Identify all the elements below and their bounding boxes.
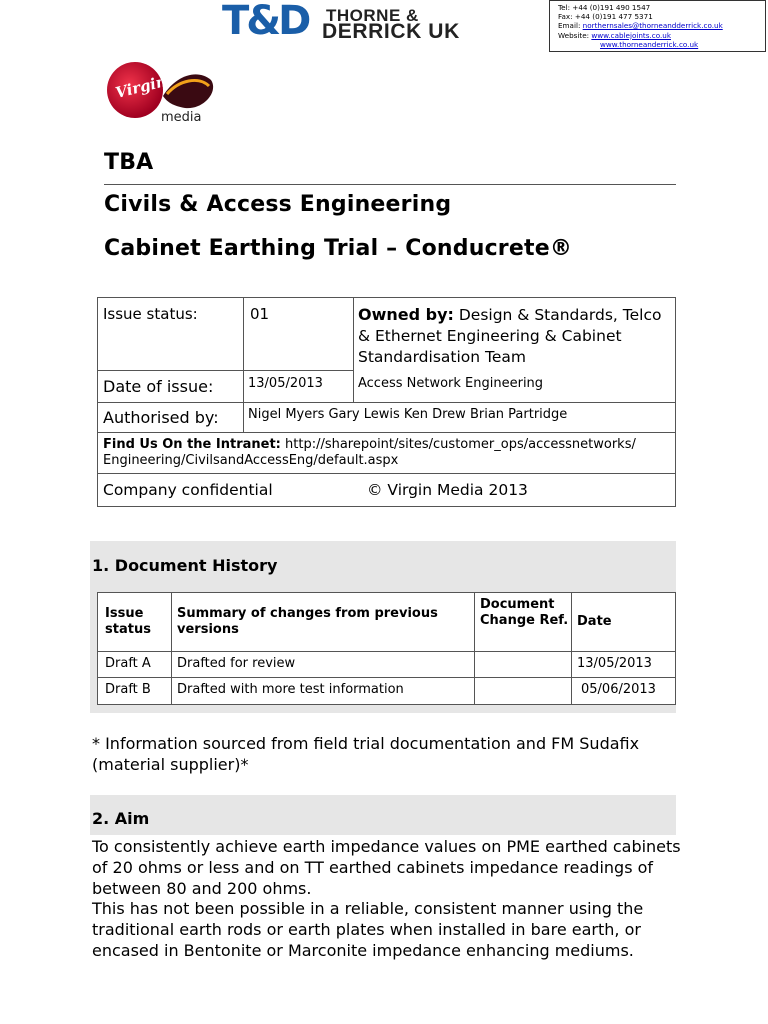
- issue-status-value: 01: [250, 305, 270, 323]
- aim-heading: 2. Aim: [92, 809, 150, 828]
- intranet-url-2[interactable]: Engineering/CivilsandAccessEng/default.aspx: [103, 453, 399, 468]
- hist-row-1-summary: Drafted for review: [177, 656, 296, 671]
- info-grid-line: [98, 402, 675, 403]
- authorised-by-value: Nigel Myers Gary Lewis Ken Drew Brian Partridge: [248, 407, 568, 422]
- contact-email-label: Email:: [558, 21, 583, 31]
- hist-row-2-date: 05/06/2013: [581, 682, 656, 697]
- virgin-word: Virgin: [113, 71, 169, 103]
- hist-row-1-date: 13/05/2013: [577, 656, 652, 671]
- contact-fax: Fax: +44 (0)191 477 5371: [558, 12, 653, 22]
- owned-by-value: Design & Standards, Telco & Ethernet Engineering & Cabinet Standardisation Team: [358, 306, 662, 366]
- hist-row-2-issue: Draft B: [105, 682, 151, 697]
- aim-paragraph-1: To consistently achieve earth impedance values on PME earthed cabinets of 20 ohms or less and on TT earthed cabinets impedance readings of between 80 and 200 ohms.: [92, 837, 681, 898]
- hist-header-ref: Document Change Ref.: [480, 597, 569, 628]
- contact-website-link-2[interactable]: www.thorneanderrick.co.uk: [600, 39, 699, 49]
- contact-website-label: Website:: [558, 30, 592, 40]
- date-of-issue-label: Date of issue:: [103, 377, 214, 396]
- issue-status-label: Issue status:: [103, 305, 198, 323]
- aim-section-bar: [90, 795, 676, 835]
- title-rule: [104, 184, 676, 185]
- hist-row-2-summary: Drafted with more test information: [177, 682, 404, 697]
- info-grid-line: [353, 298, 354, 402]
- copyright-text: © Virgin Media 2013: [367, 481, 528, 499]
- hist-header-summary: Summary of changes from previous versions: [177, 606, 438, 637]
- date-of-issue-value: 13/05/2013: [248, 376, 323, 391]
- aim-paragraph-2: This has not been possible in a reliable, consistent manner using the traditional earth rods or earth plates when installed in bare earth, or encased in Bentonite or Marconite impedance enhancing mediums.: [92, 899, 644, 960]
- source-note: * Information sourced from field trial documentation and FM Sudafix (material supplier)*: [92, 734, 640, 774]
- info-grid-line: [98, 473, 675, 474]
- info-grid-line: [98, 370, 353, 371]
- confidential-label: Company confidential: [103, 481, 273, 499]
- tba-heading: TBA: [104, 150, 154, 175]
- intranet-label: Find Us On the Intranet:: [103, 437, 281, 452]
- authorised-by-label: Authorised by:: [103, 408, 219, 427]
- hist-grid-line: [571, 593, 572, 704]
- document-info-table: [97, 297, 676, 507]
- info-grid-line: [98, 432, 675, 433]
- info-grid-line: [243, 402, 244, 432]
- contact-tel: Tel: +44 (0)191 490 1547: [558, 3, 651, 12]
- owner-department: Access Network Engineering: [358, 376, 544, 391]
- hist-header-issue: Issue status: [105, 606, 151, 637]
- department-heading: Civils & Access Engineering: [104, 192, 452, 217]
- history-heading: 1. Document History: [92, 556, 278, 575]
- hist-grid-line: [98, 677, 675, 678]
- info-grid-line: [243, 298, 244, 402]
- td-logo-line1: THORNE &: [326, 6, 419, 25]
- hist-row-1-issue: Draft A: [105, 656, 151, 671]
- owned-by-cell: [358, 304, 674, 368]
- history-table: [97, 592, 676, 705]
- hist-header-date: Date: [577, 614, 612, 629]
- virgin-media-logo: [105, 58, 217, 128]
- document-title: Cabinet Earthing Trial – Conducrete®: [104, 236, 573, 261]
- owned-by-label: Owned by:: [358, 305, 454, 324]
- media-word: media: [161, 110, 202, 125]
- contact-email-link[interactable]: northernsales@thorneandderrick.co.uk: [582, 21, 723, 31]
- td-logo-line2: DERRICK UK: [322, 20, 460, 43]
- contact-box: [549, 0, 766, 52]
- intranet-url-1[interactable]: http://sharepoint/sites/customer_ops/accessnetworks/: [280, 437, 636, 452]
- td-logo-mark: T&D: [222, 0, 309, 44]
- contact-website-link-1[interactable]: www.cablejoints.co.uk: [591, 30, 671, 40]
- thorne-derrick-logo: [222, 0, 544, 44]
- hist-grid-line: [98, 651, 675, 652]
- intranet-cell: [103, 437, 673, 469]
